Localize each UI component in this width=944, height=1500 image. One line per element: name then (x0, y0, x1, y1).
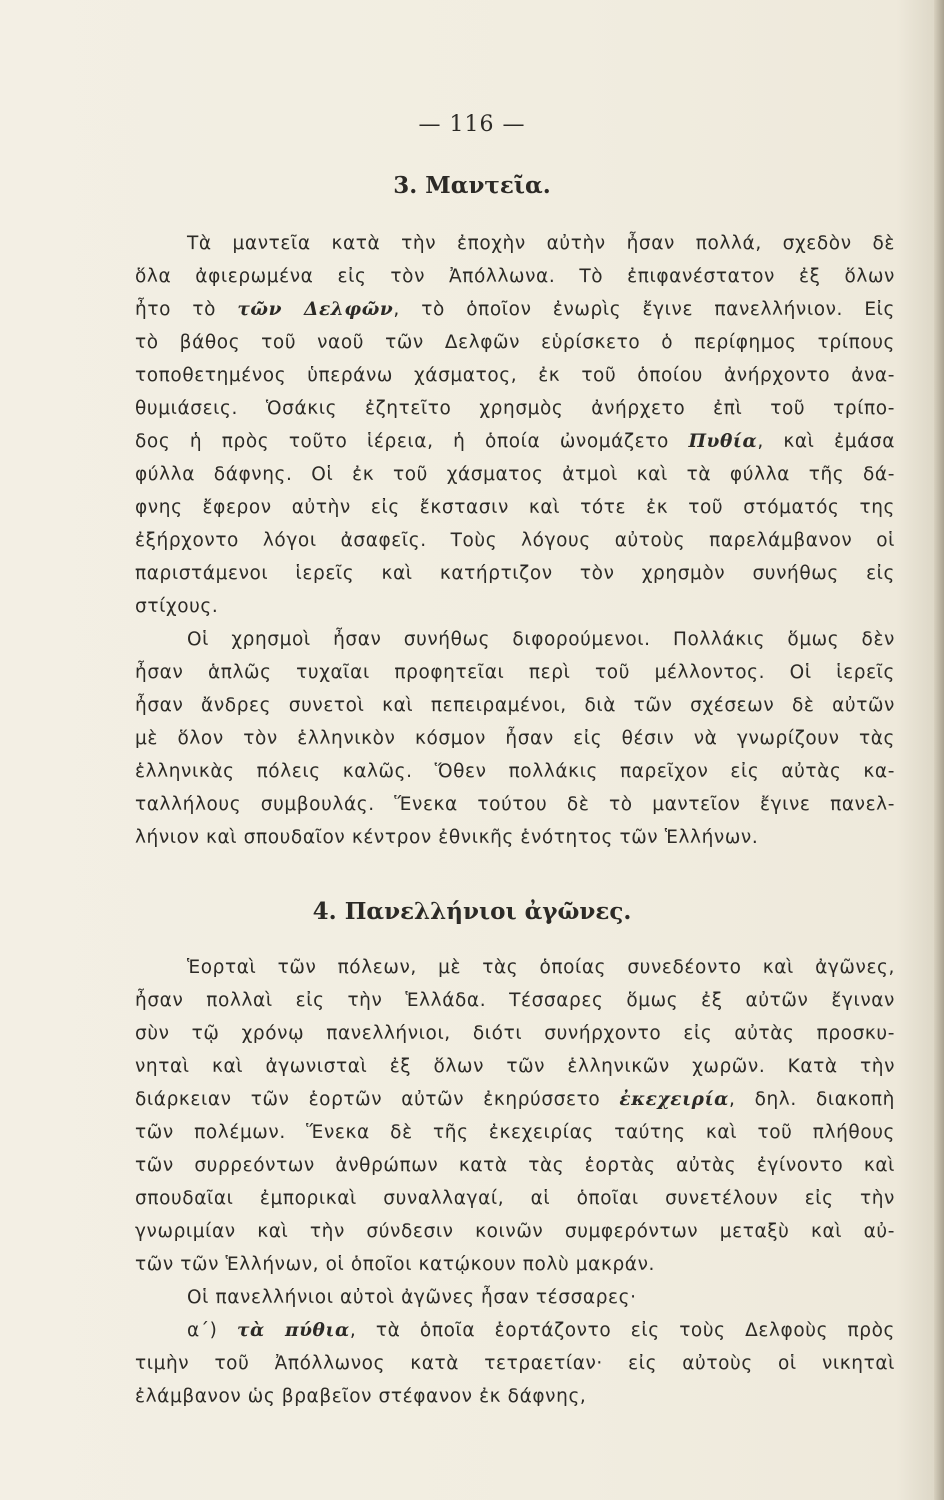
page-edge-shadow (934, 0, 944, 1500)
text-line: φνης ἔφερον αὐτὴν εἰς ἔκστασιν καὶ τότε ἐκ τοῦ στόματός της (135, 497, 895, 518)
text-line: Τὰ μαντεῖα κατὰ τὴν ἐποχὴν αὐτὴν ἦσαν πολλά, σχεδὸν δὲ (187, 233, 895, 254)
text-line: τῶν συρρεόντων ἀνθρώπων κατὰ τὰς ἑορτὰς αὐτὰς ἐγίνοντο καὶ (135, 1155, 895, 1176)
emphasis: τὰ πύθια (237, 1320, 350, 1341)
text-line: ἦσαν ἁπλῶς τυχαῖαι προφητεῖαι περὶ τοῦ μέλλοντος. Οἱ ἱερεῖς (135, 662, 895, 683)
section-4-heading: 4. Πανελλήνιοι ἀγῶνες. (312, 898, 632, 925)
text-line: ἐξήρχοντο λόγοι ἀσαφεῖς. Τοὺς λόγους αὐτοὺς παρελάμβανον οἱ (135, 530, 895, 551)
text-line: λήνιον καὶ σπουδαῖον κέντρον ἐθνικῆς ἑνότητος τῶν Ἑλλήνων. (135, 827, 759, 848)
emphasis: ἐκεχειρία (619, 1089, 729, 1110)
text-line: σὺν τῷ χρόνῳ πανελλήνιοι, διότι συνήρχοντο εἰς αὐτὰς προσκυ- (135, 1023, 895, 1044)
text-line: τοποθετημένος ὑπεράνω χάσματος, ἐκ τοῦ ὁποίου ἀνήρχοντο ἀνα- (135, 365, 895, 386)
text-line: γνωριμίαν καὶ τὴν σύνδεσιν κοινῶν συμφερόντων μεταξὺ καὶ αὐ- (135, 1221, 895, 1242)
text-line: ἑλληνικὰς πόλεις καλῶς. Ὅθεν πολλάκις παρεῖχον εἰς αὐτὰς κα- (135, 761, 895, 782)
text-line: τὸ βάθος τοῦ ναοῦ τῶν Δελφῶν εὑρίσκετο ὁ περίφημος τρίπους (135, 332, 895, 353)
section-4-body (135, 951, 895, 1413)
text-line: σπουδαῖαι ἐμπορικαὶ συναλλαγαί, αἱ ὁποῖαι συνετέλουν εἰς τὴν (135, 1188, 895, 1209)
text-line: ἦσαν πολλαὶ εἰς τὴν Ἑλλάδα. Τέσσαρες ὅμως ἐξ αὐτῶν ἔγιναν (135, 990, 895, 1011)
text-line: νηταὶ καὶ ἀγωνισταὶ ἐξ ὅλων τῶν ἑλληνικῶν χωρῶν. Κατὰ τὴν (135, 1056, 895, 1077)
text-line: στίχους. (135, 596, 219, 617)
text-line: Οἱ πανελλήνιοι αὐτοὶ ἀγῶνες ἦσαν τέσσαρες· (187, 1287, 637, 1308)
page-number: — 116 — (418, 112, 526, 137)
text-line: τῶν τῶν Ἑλλήνων, οἱ ὁποῖοι κατῴκουν πολὺ μακράν. (135, 1254, 656, 1275)
text-line: θυμιάσεις. Ὁσάκις ἐζητεῖτο χρησμὸς ἀνήρχετο ἐπὶ τοῦ τρίπο- (135, 398, 895, 419)
text-line: ὅλα ἀφιερωμένα εἰς τὸν Ἀπόλλωνα. Τὸ ἐπιφανέστατον ἐξ ὅλων (135, 266, 895, 287)
text-line: ταλλήλους συμβουλάς. Ἕνεκα τούτου δὲ τὸ μαντεῖον ἔγινε πανελ- (135, 794, 895, 815)
text-line: ἐλάμβανον ὡς βραβεῖον στέφανον ἐκ δάφνης, (135, 1386, 587, 1407)
text-line: δος ἡ πρὸς τοῦτο ἱέρεια, ἡ ὁποία ὠνομάζετο Πυθία, καὶ ἐμάσα (135, 431, 895, 452)
text-line: ἦτο τὸ τῶν Δελφῶν, τὸ ὁποῖον ἐνωρὶς ἔγινε πανελλήνιον. Εἰς (135, 299, 895, 320)
section-3-body (135, 227, 895, 854)
text-line: μὲ ὅλον τὸν ἑλληνικὸν κόσμον ἦσαν εἰς θέσιν νὰ γνωρίζουν τὰς (135, 728, 895, 749)
text-line: Οἱ χρησμοὶ ἦσαν συνήθως διφορούμενοι. Πολλάκις ὅμως δὲν (187, 629, 895, 650)
text-line: ἦσαν ἄνδρες συνετοὶ καὶ πεπειραμένοι, διὰ τῶν σχέσεων δὲ αὐτῶν (135, 695, 895, 716)
text-line: Ἑορταὶ τῶν πόλεων, μὲ τὰς ὁποίας συνεδέοντο καὶ ἀγῶνες, (187, 957, 895, 978)
text-line: διάρκειαν τῶν ἑορτῶν αὐτῶν ἐκηρύσσετο ἐκεχειρία, δηλ. διακοπὴ (135, 1089, 895, 1110)
text-line: παριστάμενοι ἱερεῖς καὶ κατήρτιζον τὸν χρησμὸν συνήθως εἰς (135, 563, 895, 584)
text-line: φύλλα δάφνης. Οἱ ἐκ τοῦ χάσματος ἀτμοὶ καὶ τὰ φύλλα τῆς δά- (135, 464, 895, 485)
section-3-heading: 3. Μαντεῖα. (393, 172, 551, 199)
emphasis: τῶν Δελφῶν (237, 299, 394, 320)
text-line: α΄) τὰ πύθια, τὰ ὁποῖα ἑορτάζοντο εἰς τοὺς Δελφοὺς πρὸς (187, 1320, 895, 1341)
emphasis: Πυθία (688, 431, 758, 452)
text-line: τιμὴν τοῦ Ἀπόλλωνος κατὰ τετραετίαν· εἰς αὐτοὺς οἱ νικηταὶ (135, 1353, 895, 1374)
text-line: τῶν πολέμων. Ἕνεκα δὲ τῆς ἐκεχειρίας ταύτης καὶ τοῦ πλήθους (135, 1122, 895, 1143)
